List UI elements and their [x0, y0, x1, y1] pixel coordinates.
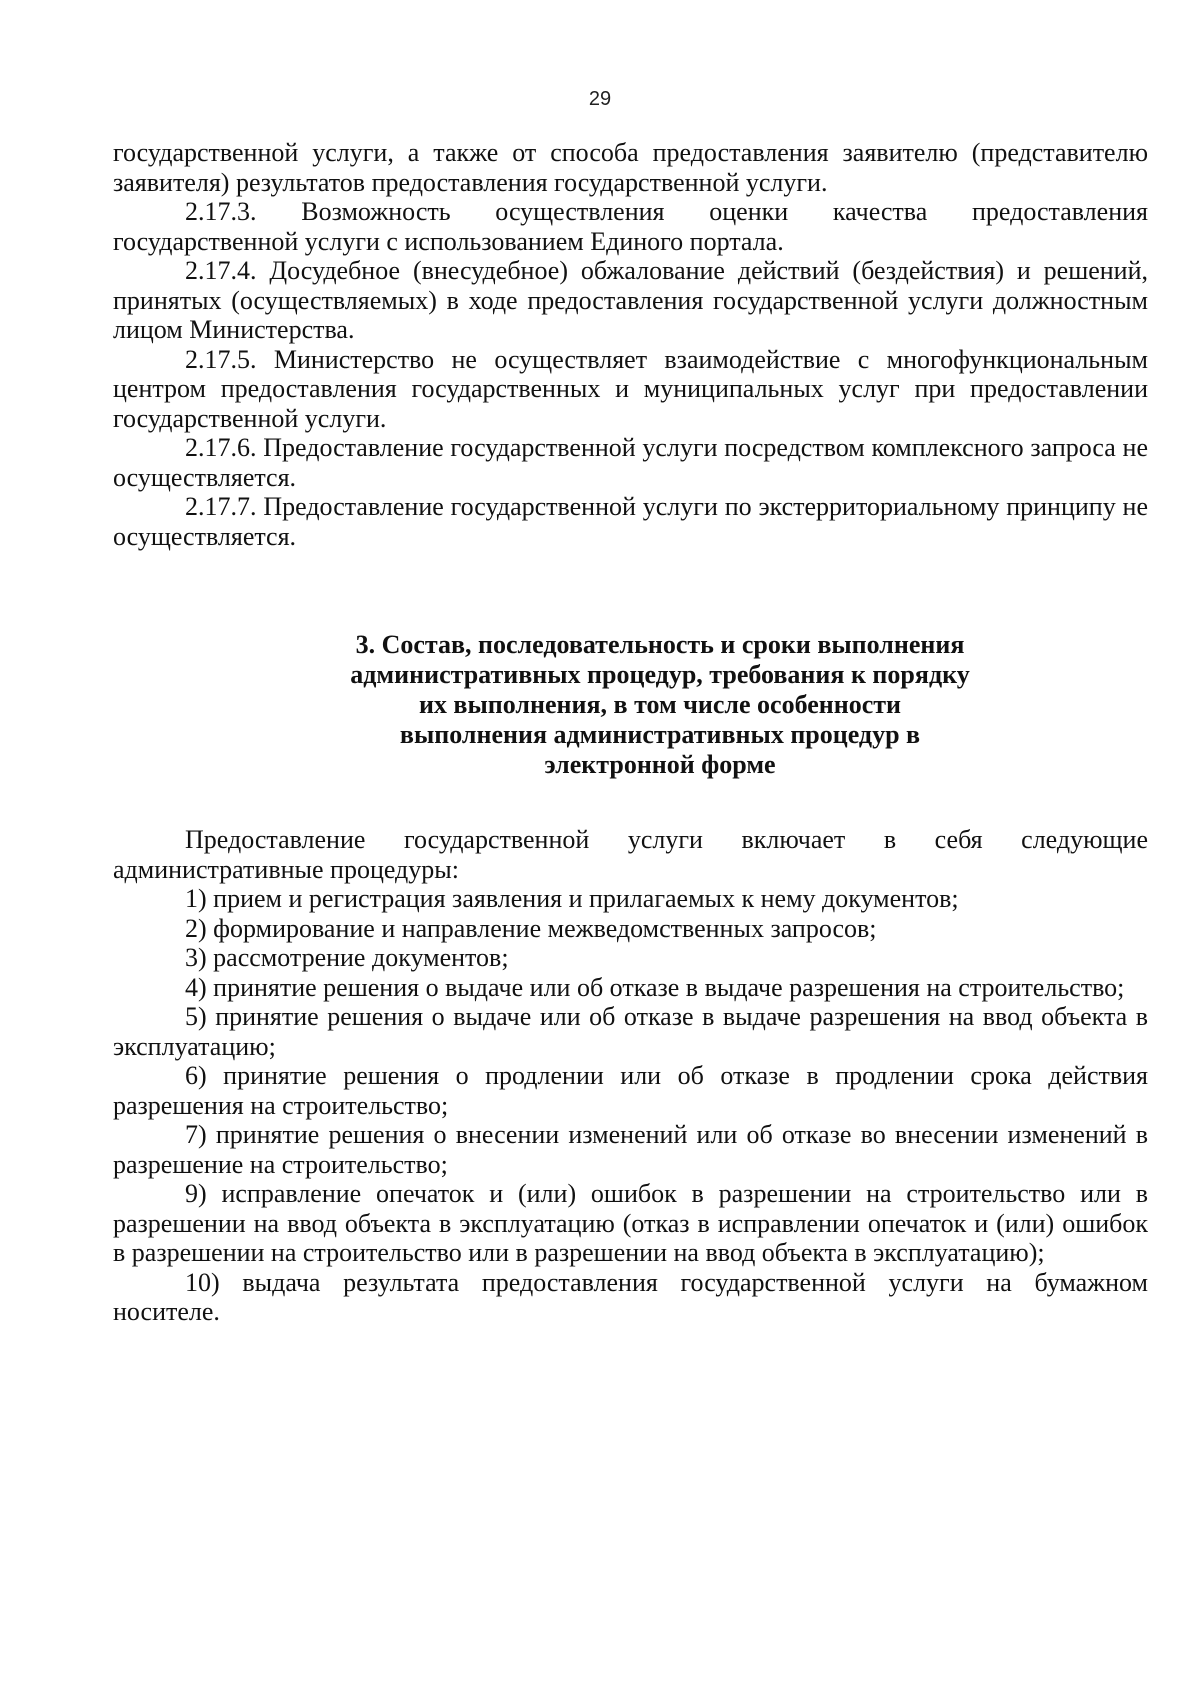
- list-item: 2) формирование и направление межведомственных запросов;: [185, 913, 877, 943]
- list-item: 6) принятие решения о продлении или об отказе в продлении срока действия разрешения на строительство;: [113, 1061, 1148, 1120]
- list-item: 5) принятие решения о выдаче или об отказе в выдаче разрешения на ввод объекта в эксплуатацию;: [113, 1002, 1148, 1061]
- heading-line: 3. Состав, последовательность и сроки выполнения: [355, 630, 965, 659]
- paragraph-2-17-4: 2.17.4. Досудебное (внесудебное) обжалование действий (бездействия) и решений, принятых (осуществляемых) в ходе предоставления государственной услуги должностным лицом Министерства.: [113, 256, 1148, 344]
- heading-line: их выполнения, в том числе особенности: [418, 690, 902, 719]
- heading-line: выполнения административных процедур в: [399, 720, 921, 749]
- list-item: 9) исправление опечаток и (или) ошибок в разрешении на строительство или в разрешении на ввод объекта в эксплуатацию (отказ в исправлении опечаток и (или) ошибок в разрешении на строительство или в разрешении на ввод объекта в эксплуатацию);: [113, 1179, 1148, 1267]
- section-3-text: [113, 825, 1148, 1327]
- section-3-heading: [280, 630, 1040, 780]
- list-item: 3) рассмотрение документов;: [185, 943, 509, 972]
- list-item: 7) принятие решения о внесении изменений или об отказе во внесении изменений в разрешение на строительство;: [113, 1120, 1148, 1179]
- list-item: 10) выдача результата предоставления государственной услуги на бумажном носителе.: [113, 1267, 1148, 1326]
- paragraph-2-17-7: 2.17.7. Предоставление государственной услуги по экстерриториальному принципу не осуществляется.: [113, 492, 1148, 551]
- list-item: 4) принятие решения о выдаче или об отказе в выдаче разрешения на строительство;: [185, 972, 1125, 1002]
- heading-line: электронной форме: [544, 750, 776, 779]
- paragraph-2-17-5: 2.17.5. Министерство не осуществляет взаимодействие с многофункциональным центром предоставления государственных и муниципальных услуг при предоставлении государственной услуги.: [113, 344, 1148, 433]
- paragraph-continuation: государственной услуги, а также от способа предоставления заявителю (представителю заявителя) результатов предоставления государственной услуги.: [113, 138, 1148, 197]
- paragraph-2-17-6: 2.17.6. Предоставление государственной услуги посредством комплексного запроса не осуществляется.: [113, 433, 1148, 492]
- paragraph-intro: Предоставление государственной услуги включает в себя следующие административные процедуры:: [113, 825, 1148, 884]
- heading-line: административных процедур, требования к порядку: [350, 660, 970, 689]
- list-item: 1) прием и регистрация заявления и прилагаемых к нему документов;: [185, 884, 959, 913]
- paragraph-2-17-3: 2.17.3. Возможность осуществления оценки качества предоставления государственной услуги с использованием Единого портала.: [113, 197, 1148, 256]
- page-number: 29: [588, 88, 612, 110]
- section-2-17-text: [113, 138, 1148, 551]
